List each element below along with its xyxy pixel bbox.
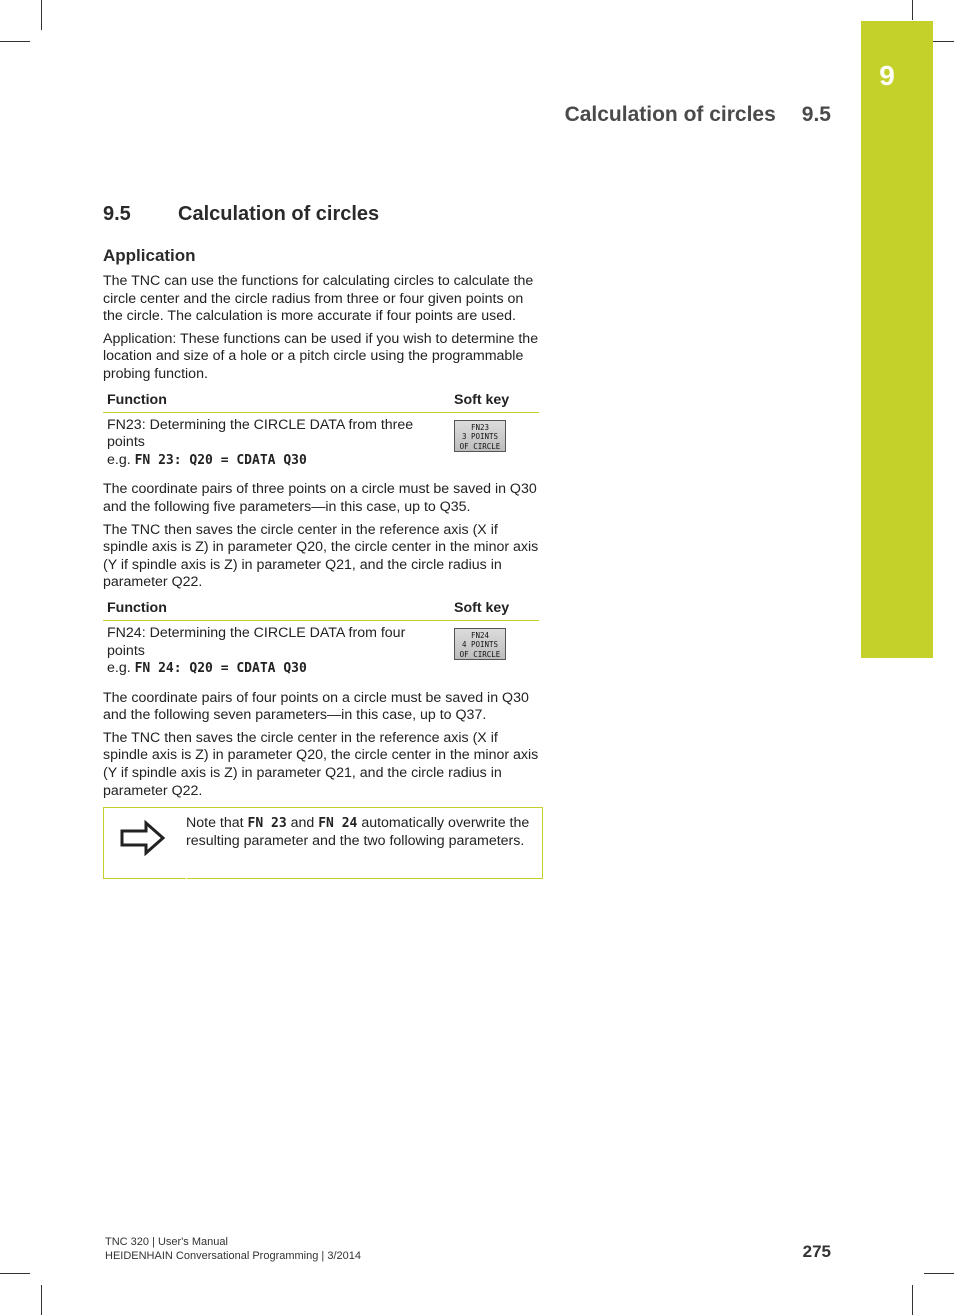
crop-mark — [912, 1285, 913, 1315]
paragraph: The coordinate pairs of four points on a circle must be saved in Q30 and the following seven parameters—in this case, up to Q37. — [103, 689, 529, 724]
section-title — [103, 203, 544, 226]
paragraph: The TNC then saves the circle center in the reference axis (X if spindle axis is Z) in parameter Q20, the circle center in the minor axis (Y if spindle axis is Z) in parameter Q21, and the circle radius in parameter Q22. — [103, 521, 539, 591]
footer-line: TNC 320 | User's Manual — [105, 1236, 228, 1248]
crop-mark — [0, 1273, 30, 1274]
softkey-label: 3 POINTS — [461, 432, 499, 442]
paragraph: The TNC can use the functions for calculating circles to calculate the circle center and the circle radius from three or four given points on the circle. The calculation is more accurate if four points are used. — [103, 273, 534, 325]
note-box — [103, 807, 543, 879]
softkey-fn24-button[interactable] — [454, 628, 506, 660]
function-description: FN24: Determining the CIRCLE DATA from four points — [107, 624, 406, 659]
softkey-label: OF CIRCLE — [459, 649, 501, 659]
chapter-number: 9 — [879, 60, 895, 91]
footer — [105, 1235, 361, 1263]
example-prefix: e.g. — [107, 451, 135, 468]
running-head — [565, 103, 831, 127]
crop-mark — [41, 0, 42, 30]
paragraph: The TNC then saves the circle center in the reference axis (X if spindle axis is Z) in parameter Q20, the circle center in the minor axis (Y if spindle axis is Z) in parameter Q21, and the circle radius in parameter Q22. — [103, 729, 539, 799]
softkey-label: FN24 — [470, 630, 490, 640]
table-header-function: Function — [103, 390, 450, 413]
chapter-tab — [861, 21, 933, 658]
arrow-right-icon — [120, 820, 166, 856]
function-example — [107, 452, 446, 470]
note-code: FN 23 — [247, 816, 287, 832]
crop-mark — [0, 41, 30, 42]
softkey-fn23-button[interactable] — [454, 420, 506, 452]
function-description: FN23: Determining the CIRCLE DATA from three points — [107, 416, 414, 451]
crop-mark — [41, 1285, 42, 1315]
page-number: 275 — [802, 1242, 831, 1261]
note-code: FN 24 — [318, 816, 358, 832]
table-cell-softkey — [450, 620, 539, 679]
crop-mark — [924, 1273, 954, 1274]
note-text — [186, 815, 531, 850]
table-row — [103, 620, 539, 679]
section-number: 9.5 — [103, 203, 131, 225]
paragraph: Application: These functions can be used if you wish to determine the location and size of a hole or a pitch circle using the programmable probing function. — [103, 330, 539, 382]
softkey-label: FN23 — [470, 422, 490, 432]
function-table-fn24 — [103, 598, 539, 680]
example-prefix: e.g. — [107, 660, 135, 677]
paragraph: The coordinate pairs of three points on a circle must be saved in Q30 and the following five parameters—in this case, up to Q35. — [103, 481, 537, 515]
table-cell-softkey — [450, 412, 539, 471]
section-title-text: Calculation of circles — [178, 203, 380, 225]
main-content — [103, 203, 544, 879]
note-text-part: and — [286, 815, 319, 832]
table-cell-function — [103, 620, 450, 679]
footer-line: HEIDENHAIN Conversational Programming | 3/2014 — [105, 1250, 361, 1262]
crop-mark — [912, 0, 913, 20]
table-row — [103, 412, 539, 471]
function-table-fn23 — [103, 390, 539, 472]
function-example — [107, 660, 446, 678]
running-head-number: 9.5 — [801, 103, 831, 126]
table-cell-function — [103, 412, 450, 471]
table-header-softkey: Soft key — [450, 598, 539, 621]
table-header-softkey: Soft key — [450, 390, 539, 413]
softkey-label: OF CIRCLE — [459, 441, 501, 451]
running-head-title: Calculation of circles — [564, 103, 776, 126]
subheading-application: Application — [103, 246, 196, 265]
note-text-part: automatically overwrite the resulting parameter and the two following parameters. — [186, 815, 530, 849]
note-text-part: Note that — [186, 815, 248, 832]
example-code: FN 24: Q20 = CDATA Q30 — [134, 661, 307, 677]
table-header-function: Function — [103, 598, 450, 621]
softkey-label: 4 POINTS — [461, 640, 499, 650]
example-code: FN 23: Q20 = CDATA Q30 — [134, 452, 307, 468]
